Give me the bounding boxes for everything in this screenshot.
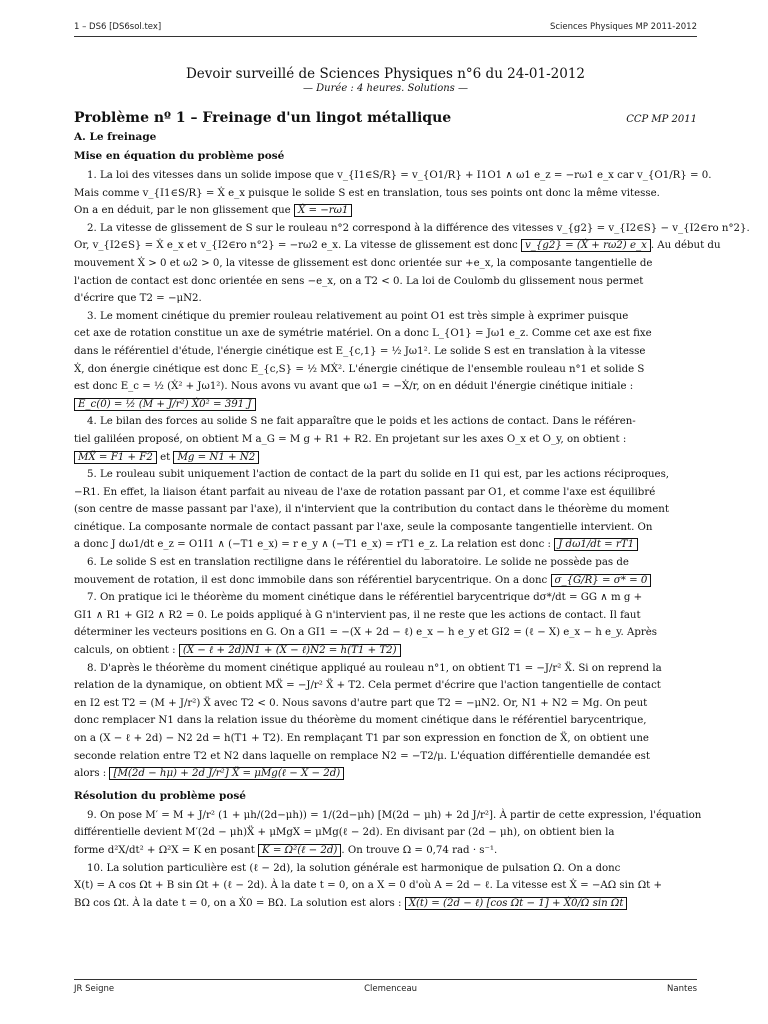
problem-source: CCP MP 2011: [626, 114, 697, 125]
paragraph-line: 4. Le bilan des forces au solide S ne fait apparaître que le poids et les actions de contact. Dans le référen-: [87, 416, 636, 428]
line-text: BΩ cos Ωt. À la date t = 0, on a Ẋ0 = BΩ. La solution est alors :: [74, 897, 402, 909]
header-left: 1 – DS6 [DS6sol.tex]: [74, 22, 162, 32]
line-text: et: [160, 451, 171, 463]
paragraph-line: 1. La loi des vitesses dans un solide impose que v_{I1∈S/R} = v_{O1/R} + I1O1 ∧ ω1 e_z = −rω1 e_x car v_{O1/R} = 0.: [87, 170, 712, 181]
answer-box: K = Ω²(ℓ − 2d): [258, 844, 341, 857]
answer-box: J dω1/dt = rT1: [554, 538, 638, 551]
paragraph-line: [74, 842, 697, 860]
paragraph-line: 5. Le rouleau subit uniquement l'action de contact de la part du solide en I1 qui est, par les actions réciproques,: [87, 469, 670, 481]
paragraph-line: cinétique. La composante normale de contact passant par l'axe, seule la composante tangentielle intervient. On: [74, 521, 653, 533]
paragraph-line: [74, 536, 697, 554]
paragraph-line: seconde relation entre T2 et N2 dans laquelle on remplace N2 = −T2/μ. L'équation différentielle demandée est: [74, 750, 650, 762]
answer-box: Ẋ = −rω1: [294, 204, 352, 217]
paragraph-line: l'action de contact est donc orientée en sens −e_x, on a T2 < 0. La loi de Coulomb du glissement nous permet: [74, 275, 644, 287]
paragraph-line: est donc E_c = ½ (Ẋ² + Jω1²). Nous avons vu avant que ω1 = −Ẋ/r, on en déduit l'énergie cinétique initiale :: [74, 381, 634, 393]
footer-left: JR Seigne: [74, 984, 115, 994]
paragraph-line: 10. La solution particulière est (ℓ − 2d), la solution générale est harmonique de pulsation Ω. On a donc: [87, 862, 621, 874]
line-text: a donc J dω1/dt e_z = O1I1 ∧ (−T1 e_x) = r e_y ∧ (−T1 e_x) = rT1 e_z. La relation est donc :: [74, 539, 551, 551]
paragraph-line: en I2 est T2 = (M + J/r²) Ẍ avec T2 < 0. Nous savons d'autre part que T2 = −μN2. Or, N1 + N2 = Mg. On peut: [74, 697, 648, 709]
paragraph-line: on a (X − ℓ + 2d) − N2 2d = h(T1 + T2). En remplaçant T1 par son expression en fonction de Ẍ, on obtient une: [74, 733, 649, 744]
paragraph-line: 3. Le moment cinétique du premier rouleau relativement au point O1 est très simple à exprimer puisque: [87, 310, 629, 322]
paragraph-line: déterminer les vecteurs positions en G. On a GI1 = −(X + 2d − ℓ) e_x − h e_y et GI2 = (ℓ − X) e_x − h e_y. Après: [74, 627, 657, 639]
answer-box: E_c(0) = ½ (M + J/r²) Ẋ0² = 391 J: [74, 398, 256, 411]
line-text: . On trouve Ω = 0,74 rad · s⁻¹.: [341, 844, 498, 856]
paragraph-line: tiel galiléen proposé, on obtient M a_G = M g + R1 + R2. En projetant sur les axes O_x et O_y, on obtient :: [74, 433, 627, 445]
paragraph-line: Mais comme v_{I1∈S/R} = Ẋ e_x puisque le solide S est en translation, tous ses points ont donc la même vitesse.: [74, 187, 660, 199]
answer-box: v_{g2} = (Ẋ + rω2) e_x: [521, 239, 651, 252]
paragraph-line: dans le référentiel d'étude, l'énergie cinétique est E_{c,1} = ½ Jω1². Le solide S est en translation à la vitesse: [74, 345, 646, 357]
paragraph-line: cet axe de rotation constitue un axe de symétrie matériel. On a donc L_{O1} = Jω1 e_z. Comme cet axe est fixe: [74, 328, 652, 340]
running-footer: [74, 979, 697, 994]
problem-title: Problème nº 1 – Freinage d'un lingot métallique: [74, 110, 452, 126]
paragraph-line: 7. On pratique ici le théorème du moment cinétique dans le référentiel barycentrique dσ*/dt = GG ∧ m g +: [87, 592, 643, 604]
line-text: calculs, on obtient :: [74, 645, 176, 657]
footer-center: Clemenceau: [364, 984, 418, 994]
paragraph-line: d'écrire que T2 = −μN2.: [74, 293, 202, 305]
line-text: mouvement de rotation, il est donc immobile dans son référentiel barycentrique. On a donc: [74, 574, 548, 586]
document-body: [74, 66, 750, 912]
paragraph-line: X(t) = A cos Ωt + B sin Ωt + (ℓ − 2d). À la date t = 0, on a X = 0 d'où A = 2d − ℓ. La vitesse est Ẋ = −AΩ sin Ωt +: [74, 880, 663, 892]
line-text: On a en déduit, par le non glissement que: [74, 205, 291, 217]
paragraph-line: 2. La vitesse de glissement de S sur le rouleau n°2 correspond à la différence des vitesses v_{g2} = v_{I2∈S} − v_{I2∈ro n°2}.: [87, 222, 750, 234]
answer-box: (X − ℓ + 2d)N1 + (X − ℓ)N2 = h(T1 + T2): [179, 644, 401, 657]
paragraph-line: GI1 ∧ R1 + GI2 ∧ R2 = 0. Le poids appliqué à G n'intervient pas, il ne reste que les actions de contact. Il faut: [74, 609, 641, 621]
header-right: Sciences Physiques MP 2011-2012: [549, 22, 697, 32]
paragraph-line: (son centre de masse passant par l'axe), il n'intervient que la contribution du contact dans le théorème du moment: [74, 504, 669, 516]
paragraph-line: [74, 202, 697, 220]
document-subtitle: — Durée : 4 heures. Solutions —: [302, 83, 468, 94]
answer-box: σ_{G/R} = σ* = 0: [551, 574, 652, 587]
subsection-heading: Mise en équation du problème posé: [74, 150, 285, 162]
line-text: alors :: [74, 768, 107, 780]
problem-heading: [74, 110, 697, 126]
paragraph-line: [74, 895, 697, 913]
paragraph-line: mouvement Ẋ > 0 et ω2 > 0, la vitesse de glissement est donc orientée sur +e_x, la composante tangentielle de: [74, 257, 653, 269]
answer-box: Mg = N1 + N2: [173, 451, 259, 464]
paragraph-line: 8. D'après le théorème du moment cinétique appliqué au rouleau n°1, on obtient T1 = −J/r² Ẍ. Si on reprend la: [87, 662, 662, 674]
paragraph-line: relation de la dynamique, on obtient MẌ = −J/r² Ẍ + T2. Cela permet d'écrire que l'action tangentielle de contact: [74, 680, 661, 692]
paragraph-line: 6. Le solide S est en translation rectiligne dans le référentiel du laboratoire. Le solide ne possède pas de: [87, 557, 629, 569]
answer-box: X(t) = (2d − ℓ) [cos Ωt − 1] + Ẋ0/Ω sin Ωt: [405, 897, 628, 910]
paragraph-line: donc remplacer N1 dans la relation issue du théorème du moment cinétique dans le référentiel barycentrique,: [74, 715, 647, 727]
answer-box: MẌ = F1 + F2: [74, 451, 157, 464]
paragraph-line: [74, 237, 721, 255]
footer-right: Nantes: [667, 984, 697, 994]
running-header: [74, 22, 697, 37]
paragraph-line: différentielle devient M′(2d − μh)Ẍ + μMgX = μMg(ℓ − 2d). En divisant par (2d − μh), on obtient bien la: [74, 827, 615, 839]
line-text: Or, v_{I2∈S} = Ẋ e_x et v_{I2∈ro n°2} = −rω2 e_x. La vitesse de glissement est donc: [74, 240, 518, 252]
paragraph-line: Ẋ, don énergie cinétique est donc E_{c,S} = ½ MẊ². L'énergie cinétique de l'ensemble rouleau n°1 et solide S: [74, 363, 645, 375]
document-title: Devoir surveillé de Sciences Physiques n°6 du 24-01-2012: [185, 66, 586, 82]
line-text: . Au début du: [650, 240, 721, 252]
paragraph-line: [74, 765, 697, 783]
answer-box: [M(2d − hμ) + 2d J/r²] Ẍ = μMg(ℓ − X − 2d): [109, 767, 344, 780]
paragraph-line: [74, 642, 697, 660]
paragraph-line: [74, 572, 697, 590]
paragraph-line: [74, 449, 697, 467]
paragraph-line: 9. On pose M′ = M + J/r² (1 + μh/(2d−μh)) = 1/(2d−μh) [M(2d − μh) + 2d J/r²]. À partir de cette expression, l'équation: [87, 809, 702, 821]
paragraph-line: −R1. En effet, la liaison étant parfait au niveau de l'axe de rotation passant par O1, et comme l'axe est équilibré: [74, 486, 656, 498]
line-text: forme d²X/dt² + Ω²X = K en posant: [74, 844, 255, 856]
subsection-heading: Résolution du problème posé: [74, 789, 246, 802]
section-a-heading: A. Le freinage: [74, 131, 157, 143]
paragraph-line: [74, 396, 697, 414]
